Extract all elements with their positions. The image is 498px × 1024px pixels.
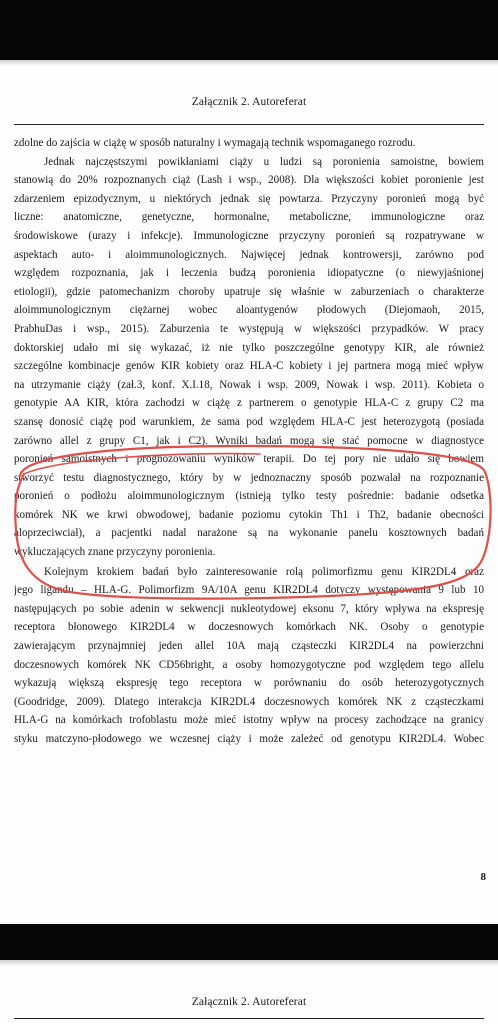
text-line: zarówno allel z grupy C1, jak i C2). Wyniki badań mogą się stać pomocne w diagnostyce xyxy=(14,434,484,447)
text-line: szansę donosić ciążę pod warunkiem, że sama pod względem HLA-C jest heterozygotą (posiada xyxy=(14,415,484,428)
text-line: na utrzymanie ciąży (zał.3, konf. X.I.18, Nowak i wsp. 2009, Nowak i wsp. 2011). Kobieta o xyxy=(14,378,484,391)
text-line: (Goodridge, 2009). Dlatego interakcja KIR2DL4 doczesnowych komórek NK z cząsteczkami xyxy=(14,695,484,708)
header-rule xyxy=(14,124,484,125)
text-line: poronień o podłożu aloimmunologicznym (istnieją tylko testy pośrednie: badanie odsetka xyxy=(14,490,484,503)
text-line: poronień samoistnych i prognozowaniu wyników terapii. Do tej pory nie udało się bowiem xyxy=(14,453,484,466)
text-line: szczególne kombinacje genów KIR kobiety oraz HLA-C kobiety i jej partnera mogą mieć wpływ xyxy=(14,360,484,373)
text-line: zdolne do zajścia w ciążę w sposób naturalny i wymagają technik wspomaganego rozrodu. xyxy=(14,137,416,149)
text-line: wykazują większą ekspresję tego receptora w porównaniu do osób heterozygotycznych xyxy=(14,677,484,690)
page-shadow-top xyxy=(0,60,498,66)
text-line: jego ligandu – HLA-G. Polimorfizm 9A/10A genu KIR2DL4 dotyczy występowania 9 lub 10 xyxy=(14,584,484,597)
text-line: aloprzeciwciał), a pacjentki nadal narażone są na wykonanie panelu kosztownych badań xyxy=(14,527,484,540)
text-line: następujących po sobie adenin w sekwencji nukleotydowej eksonu 7, który wpływa na ekspresję xyxy=(14,602,484,615)
text-line: liczne: anatomiczne, genetyczne, hormonalne, metaboliczne, immunologiczne oraz xyxy=(14,211,484,224)
text-line: względem rozpoznania, jak i leczenia budzą poronienia idiopatyczne (o niewyjaśnionej xyxy=(14,267,484,280)
page-number: 8 xyxy=(480,871,486,883)
text-line: aloimmunologicznym ciężarnej wobec aloantygenów płodowych (Diejomaoh, 2015, xyxy=(14,304,484,317)
text-line: środowiskowe (urazy i infekcje). Immunologiczne przyczyny poronień są rozpatrywane w xyxy=(14,229,484,242)
text-line: stworzyć testu diagnostycznego, który by w jednoznaczny sposób pozwalał na rozpoznanie xyxy=(14,471,484,484)
text-line: komórek NK we krwi obwodowej, badanie poziomu cytokin Th1 i Th2, badanie obecności xyxy=(14,508,484,521)
text-line: styku matczyno-płodowego we wczesnej ciąży i może zależeć od genotypu KIR2DL4. Wobec xyxy=(14,733,484,745)
text-line: PrabhuDas i wsp., 2015). Zaburzenia te występują w większości przypadków. W pracy xyxy=(14,322,484,335)
text-line: genotypie AA KIR, która zachodzi w ciążę z partnerem o genotypie HLA-C z grupy C2 ma xyxy=(14,397,484,410)
text-line: HLA-G na komórkach trofoblastu może mieć istotny wpływ na procesy zachodzące na granicy xyxy=(14,714,484,727)
next-page-header: Załącznik 2. Autoreferat xyxy=(191,996,307,1008)
text-line: doktorskiej udało mi się wykazać, iż nie tylko poszczególne genotypy KIR, ale również xyxy=(14,341,484,354)
text-line: zawierającym przynajmniej jeden allel 10A mają cząsteczki KIR2DL4 na powierzchni xyxy=(14,640,484,653)
text-line: wykluczających znane przyczyny poronienia. xyxy=(14,546,216,559)
text-line: aspektach auto- i aloimmunologicznych. Najwięcej jednak kontrowersji, zarówno pod xyxy=(14,248,484,261)
text-line: etiologii), gdzie patomechanizm choroby upatruje się właśnie w zaburzeniach o charakterze xyxy=(14,285,484,298)
page-header: Załącznik 2. Autoreferat xyxy=(191,96,307,108)
text-line: doczesnowych komórek NK CD56bright, a osoby homozygotyczne pod względem tego allelu xyxy=(14,658,484,671)
text-line: Kolejnym krokiem badań było zainteresowanie rolą polimorfizmu genu KIR2DL4 oraz xyxy=(44,565,484,578)
text-line: receptora błonowego KIR2DL4 w doczesnowych komórkach NK. Osoby o genotypie xyxy=(14,621,484,634)
text-line: stanowią do 20% rozpoznanych ciąż (Lash i wsp., 2008). Dla większości kobiet poronienie jest xyxy=(14,174,484,187)
page-shadow-next xyxy=(0,960,498,966)
top-black-bar xyxy=(0,0,498,60)
text-line: zdarzeniem epizodycznym, u niektórych jednak się powtarza. Przyczyny poronień mogą być xyxy=(14,192,484,205)
document-body xyxy=(14,134,484,749)
text-line: Jednak najczęstszymi powikłaniami ciąży u ludzi są poronienia samoistne, bowiem xyxy=(44,155,484,168)
page-break-bar xyxy=(0,924,498,960)
next-header-rule xyxy=(14,1018,484,1019)
